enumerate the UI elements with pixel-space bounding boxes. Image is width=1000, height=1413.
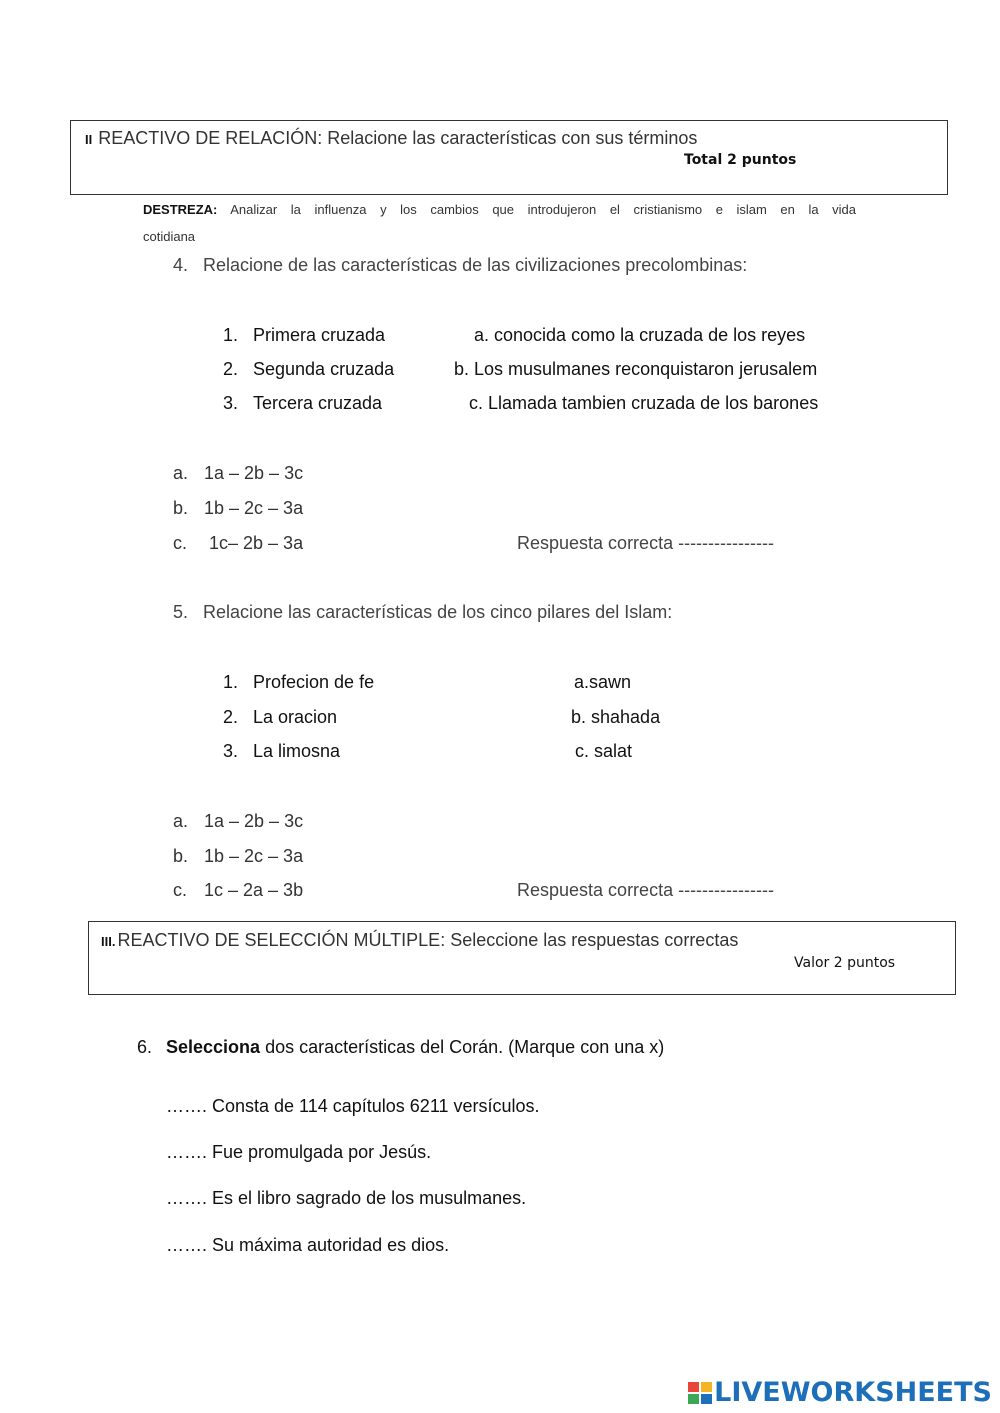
q5-option-b[interactable]: b. 1b – 2c – 3a	[173, 846, 304, 866]
q5-option-a[interactable]: a. 1a – 2b – 3c	[173, 811, 304, 831]
q5-term-3: 3. La limosna	[223, 741, 341, 761]
q4-definition-c: c. Llamada tambien cruzada de los barones	[469, 393, 819, 413]
q4-definition-b: b. Los musulmanes reconquistaron jerusalem	[454, 359, 818, 379]
question-4-number: 4.	[173, 255, 189, 275]
q4-term-1: 1. Primera cruzada	[223, 325, 386, 345]
question-6-number: 6.	[137, 1037, 153, 1057]
section-ii-roman: II	[85, 132, 93, 147]
q5-term-2: 2. La oracion	[223, 707, 338, 727]
question-5-text: Relacione las características de los cinco pilares del Islam:	[203, 602, 673, 622]
section-ii-box	[70, 120, 948, 195]
q5-option-c[interactable]: c. 1c – 2a – 3b	[173, 880, 304, 900]
destreza-text: Analizar la influenza y los cambios que introdujeron el cristianismo e islam en la vida	[230, 202, 856, 217]
q5-answer-field[interactable]: Respuesta correcta ----------------	[517, 880, 774, 900]
section-iii-title: REACTIVO DE SELECCIÓN MÚLTIPLE: Seleccione las respuestas correctas	[117, 930, 739, 950]
destreza-line-2: cotidiana	[143, 229, 196, 244]
q5-definition-b: b. shahada	[571, 707, 661, 727]
question-5	[173, 602, 672, 623]
section-ii-title: REACTIVO DE RELACIÓN: Relacione las características con sus términos	[98, 128, 698, 148]
logo-square-green	[688, 1394, 699, 1404]
logo-square-blue	[701, 1394, 712, 1404]
q4-option-b[interactable]: b. 1b – 2c – 3a	[173, 498, 304, 518]
question-6	[137, 1037, 664, 1058]
question-6-bold: Selecciona	[166, 1037, 261, 1057]
q4-option-c[interactable]: c. 1c– 2b – 3a	[173, 533, 304, 553]
q4-term-2: 2. Segunda cruzada	[223, 359, 395, 379]
q4-answer-field[interactable]: Respuesta correcta ----------------	[517, 533, 774, 553]
question-4	[173, 255, 747, 276]
q6-choice-3[interactable]: ……. Es el libro sagrado de los musulmanes.	[166, 1188, 527, 1208]
q5-definition-a: a.sawn	[574, 672, 632, 692]
liveworksheets-logo	[688, 1377, 992, 1408]
logo-square-yellow	[701, 1382, 712, 1392]
q4-definition-a: a. conocida como la cruzada de los reyes	[474, 325, 806, 345]
q6-choice-4[interactable]: ……. Su máxima autoridad es dios.	[166, 1235, 450, 1255]
liveworksheets-logo-text: LIVEWORKSHEETS	[714, 1377, 992, 1408]
question-5-number: 5.	[173, 602, 189, 622]
section-iii-box	[88, 921, 956, 995]
q4-term-3: 3. Tercera cruzada	[223, 393, 383, 413]
section-iii-points: Valor 2 puntos	[794, 955, 896, 971]
q4-option-a[interactable]: a. 1a – 2b – 3c	[173, 463, 304, 483]
logo-square-red	[688, 1382, 699, 1392]
section-ii-title-line	[85, 128, 697, 149]
question-4-text: Relacione de las características de las civilizaciones precolombinas:	[203, 255, 748, 275]
section-ii-points: Total 2 puntos	[684, 152, 797, 168]
section-iii-roman: III.	[101, 934, 116, 949]
liveworksheets-logo-icon	[688, 1382, 712, 1404]
destreza-label: DESTREZA:	[143, 202, 218, 217]
q5-term-1: 1. Profecion de fe	[223, 672, 375, 692]
q6-choice-2[interactable]: ……. Fue promulgada por Jesús.	[166, 1142, 432, 1162]
q6-choice-1[interactable]: ……. Consta de 114 capítulos 6211 versículos.	[166, 1096, 540, 1116]
section-iii-title-line	[101, 930, 738, 951]
destreza-line-1	[143, 199, 856, 221]
question-6-text: dos características del Corán. (Marque con una x)	[260, 1037, 665, 1057]
q5-definition-c: c. salat	[575, 741, 633, 761]
